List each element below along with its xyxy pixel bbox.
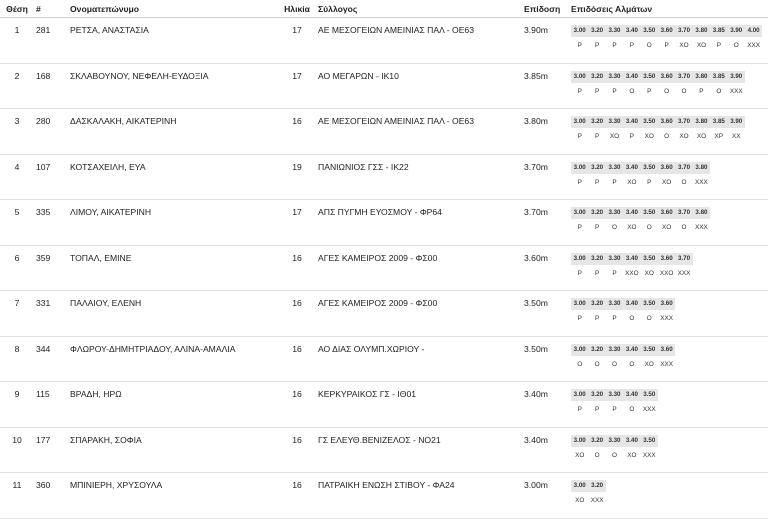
- attempt-result: XXX: [642, 406, 656, 413]
- attempt-result: O: [681, 224, 687, 231]
- cell-pos: 3: [0, 109, 34, 155]
- attempt-height: 3.70: [675, 207, 692, 219]
- attempts-grid: [571, 344, 675, 371]
- attempt-height: 3.70: [675, 116, 692, 128]
- attempt-height: 3.40: [623, 253, 640, 265]
- cell-attempts: [568, 427, 768, 473]
- attempt-height: 3.20: [588, 435, 605, 447]
- attempt-result: XXX: [677, 269, 691, 277]
- cell-age: 16: [278, 245, 316, 291]
- cell-bib: 280: [34, 109, 66, 155]
- cell-pos: 5: [0, 200, 34, 246]
- attempt-height: 3.50: [641, 298, 658, 310]
- cell-bib: 344: [34, 336, 66, 382]
- table-row: [0, 427, 768, 473]
- attempt-height: 3.00: [571, 25, 588, 37]
- cell-bib: 281: [34, 18, 66, 64]
- attempt-result: O: [716, 87, 722, 95]
- attempt-result: O: [646, 315, 652, 322]
- cell-club: ΑΟ ΜΕΓΑΡΩΝ - ΙΚ10: [316, 63, 522, 109]
- attempt-result: P: [577, 87, 582, 95]
- cell-pos: 7: [0, 291, 34, 337]
- attempt-height: 3.85: [710, 71, 727, 83]
- attempt-result: O: [646, 42, 652, 49]
- cell-age: 17: [278, 18, 316, 64]
- attempt-result: XXX: [747, 42, 760, 49]
- cell-perf: 3.85m: [522, 63, 568, 109]
- table-row: [0, 245, 768, 291]
- attempt-heights-row: [571, 162, 710, 174]
- cell-perf: 3.40m: [522, 382, 568, 428]
- cell-club: ΚΕΡΚΥΡΑΙΚΟΣ ΓΣ - ΙΘ01: [316, 382, 522, 428]
- attempt-result: O: [611, 360, 617, 368]
- cell-pos: 6: [0, 245, 34, 291]
- cell-attempts: [568, 382, 768, 428]
- attempt-height: 3.60: [658, 116, 675, 128]
- table-body: [0, 18, 768, 519]
- attempt-height: 3.90: [728, 25, 745, 37]
- attempt-result: O: [594, 451, 600, 459]
- attempt-result: O: [611, 224, 617, 231]
- attempt-result: XXO: [625, 269, 639, 277]
- cell-bib: 107: [34, 154, 66, 200]
- cell-club: ΑΕ ΜΕΣΟΓΕΙΩΝ ΑΜΕΙΝΙΑΣ ΠΑΛ - ΟΕ63: [316, 109, 522, 155]
- cell-perf: 3.70m: [522, 200, 568, 246]
- cell-perf: 3.60m: [522, 245, 568, 291]
- cell-age: 16: [278, 336, 316, 382]
- attempts-grid: [571, 207, 710, 234]
- attempt-height: 3.90: [728, 71, 745, 83]
- cell-name: ΠΑΛΑΙΟΥ, ΕΛΕΝΗ: [66, 291, 278, 337]
- attempt-results-row: [571, 265, 693, 280]
- attempts-grid: [571, 116, 745, 143]
- attempts-grid: [571, 298, 675, 325]
- attempt-result: P: [629, 42, 634, 49]
- attempt-result: O: [733, 42, 739, 49]
- attempt-result: XXX: [642, 451, 656, 459]
- attempt-height: 3.40: [623, 298, 640, 310]
- attempt-results-row: [571, 401, 658, 416]
- attempt-results-row: [571, 219, 710, 234]
- attempt-height: 3.20: [588, 389, 605, 401]
- attempt-result: P: [612, 42, 617, 49]
- attempt-height: 3.20: [588, 71, 605, 83]
- attempts-grid: [571, 162, 710, 189]
- cell-name: ΔΑΣΚΑΛΑΚΗ, ΑΙΚΑΤΕΡΙΝΗ: [66, 109, 278, 155]
- attempt-result: O: [629, 87, 635, 95]
- attempt-height: 3.85: [710, 25, 727, 37]
- cell-age: 19: [278, 154, 316, 200]
- cell-pos: 2: [0, 63, 34, 109]
- attempt-result: P: [594, 178, 600, 186]
- cell-bib: 359: [34, 245, 66, 291]
- attempt-height: 3.50: [641, 207, 658, 219]
- attempt-result: P: [594, 406, 600, 413]
- attempt-result: O: [594, 360, 600, 368]
- attempt-height: 3.60: [658, 71, 675, 83]
- attempt-height: 3.30: [606, 435, 623, 447]
- attempt-result: O: [611, 451, 617, 459]
- attempt-height: 3.30: [606, 25, 623, 37]
- attempt-height: 3.50: [641, 344, 658, 356]
- attempt-result: O: [681, 87, 687, 95]
- cell-perf: 3.50m: [522, 336, 568, 382]
- attempt-results-row: [571, 310, 675, 325]
- attempt-height: 3.00: [571, 71, 588, 83]
- attempt-result: XXX: [695, 178, 708, 186]
- cell-age: 17: [278, 63, 316, 109]
- attempt-result: XO: [662, 224, 672, 231]
- attempt-height: 3.50: [641, 71, 658, 83]
- attempt-height: 3.40: [623, 116, 640, 128]
- attempt-height: 3.80: [693, 116, 710, 128]
- attempt-result: P: [594, 269, 600, 277]
- attempt-result: P: [612, 178, 617, 186]
- attempt-height: 3.40: [623, 389, 640, 401]
- attempt-results-row: [571, 174, 710, 189]
- cell-name: ΣΚΛΑΒΟΥΝΟΥ, ΝΕΦΕΛΗ-ΕΥΔΟΞΙΑ: [66, 63, 278, 109]
- cell-club: ΠΑΤΡΑΙΚΗ ΕΝΩΣΗ ΣΤΙΒΟΥ - ΦΑ24: [316, 473, 522, 519]
- attempt-result: P: [594, 87, 600, 95]
- attempt-height: 3.90: [728, 116, 745, 128]
- cell-bib: 331: [34, 291, 66, 337]
- attempt-result: XXX: [729, 87, 743, 95]
- attempt-result: XO: [679, 42, 689, 49]
- cell-bib: 335: [34, 200, 66, 246]
- attempt-height: 3.50: [641, 162, 658, 174]
- attempt-height: 3.30: [606, 344, 623, 356]
- attempt-result: P: [629, 133, 634, 140]
- attempt-height: 3.30: [606, 253, 623, 265]
- attempt-result: XO: [644, 360, 654, 368]
- attempt-height: 3.20: [588, 344, 605, 356]
- cell-club: ΑΓΕΣ ΚΑΜΕΙΡΟΣ 2009 - ΦΣ00: [316, 291, 522, 337]
- attempt-height: 3.40: [623, 207, 640, 219]
- attempt-result: P: [612, 315, 617, 322]
- cell-name: ΣΠΑΡΑΚΗ, ΣΟΦΙΑ: [66, 427, 278, 473]
- attempt-height: 4.00: [745, 25, 762, 37]
- attempt-height: 3.00: [571, 344, 588, 356]
- attempt-result: P: [612, 87, 617, 95]
- table-row: [0, 336, 768, 382]
- attempt-heights-row: [571, 298, 675, 310]
- attempt-height: 3.00: [571, 298, 588, 310]
- attempt-heights-row: [571, 116, 745, 128]
- attempt-height: 3.60: [658, 162, 675, 174]
- cell-bib: 177: [34, 427, 66, 473]
- attempt-height: 3.40: [623, 25, 640, 37]
- attempt-height: 3.80: [693, 71, 710, 83]
- attempt-result: XXX: [695, 224, 708, 231]
- attempt-result: P: [594, 315, 600, 322]
- attempt-height: 3.60: [658, 298, 675, 310]
- cell-bib: 115: [34, 382, 66, 428]
- header-bib[interactable]: #: [34, 0, 66, 18]
- attempt-result: P: [647, 178, 652, 186]
- header-attempts: Επιδόσεις Αλμάτων: [568, 0, 768, 18]
- attempt-result: XO: [696, 133, 707, 140]
- attempt-height: 3.20: [588, 25, 605, 37]
- cell-pos: 10: [0, 427, 34, 473]
- header-perf[interactable]: Επίδοση: [522, 0, 568, 18]
- attempt-height: 3.70: [675, 162, 692, 174]
- table-row: [0, 18, 768, 64]
- cell-name: ΜΠΙΝΙΕΡΗ, ΧΡΥΣΟΥΛΑ: [66, 473, 278, 519]
- cell-name: ΤΟΠΑΛ, ΕΜΙΝΕ: [66, 245, 278, 291]
- attempt-height: 3.40: [623, 435, 640, 447]
- table-row: [0, 473, 768, 519]
- attempt-results-row: [571, 447, 658, 462]
- cell-attempts: [568, 154, 768, 200]
- attempt-height: 3.00: [571, 116, 588, 128]
- attempts-grid: [571, 253, 693, 280]
- attempt-height: 3.30: [606, 389, 623, 401]
- attempt-result: O: [577, 360, 583, 368]
- cell-bib: 168: [34, 63, 66, 109]
- cell-club: ΑΟ ΔΙΑΣ ΟΛΥΜΠ.ΧΩΡΙΟΥ -: [316, 336, 522, 382]
- attempt-height: 3.20: [588, 207, 605, 219]
- cell-pos: 9: [0, 382, 34, 428]
- table-row: [0, 291, 768, 337]
- table-row: [0, 154, 768, 200]
- cell-perf: 3.80m: [522, 109, 568, 155]
- attempt-heights-row: [571, 253, 693, 265]
- attempt-results-row: [571, 37, 762, 52]
- attempt-height: 3.00: [571, 253, 588, 265]
- cell-club: ΑΕ ΜΕΣΟΓΕΙΩΝ ΑΜΕΙΝΙΑΣ ΠΑΛ - ΟΕ63: [316, 18, 522, 64]
- table-header-row: [0, 0, 768, 18]
- attempt-result: P: [577, 224, 582, 231]
- attempt-height: 3.50: [641, 253, 658, 265]
- attempt-result: XO: [679, 133, 689, 140]
- cell-age: 16: [278, 427, 316, 473]
- attempt-result: P: [612, 406, 617, 413]
- attempt-height: 3.80: [693, 25, 710, 37]
- attempt-result: O: [646, 224, 652, 231]
- attempt-result: O: [664, 87, 670, 95]
- attempt-result: XO: [575, 451, 585, 459]
- attempt-height: 3.40: [623, 71, 640, 83]
- attempts-grid: [571, 389, 658, 416]
- attempt-height: 3.50: [641, 389, 658, 401]
- attempt-result: P: [594, 133, 600, 140]
- attempt-height: 3.80: [693, 162, 710, 174]
- attempt-result: XXO: [659, 269, 674, 277]
- attempt-result: P: [716, 42, 721, 49]
- attempt-height: 3.30: [606, 298, 623, 310]
- attempt-height: 3.70: [675, 253, 692, 265]
- attempt-height: 3.50: [641, 116, 658, 128]
- attempt-result: XP: [714, 133, 724, 140]
- attempts-grid: [571, 71, 745, 98]
- attempt-result: P: [647, 87, 652, 95]
- attempt-height: 3.30: [606, 207, 623, 219]
- attempt-height: 3.60: [658, 253, 675, 265]
- attempt-result: XO: [644, 269, 654, 277]
- attempt-height: 3.50: [641, 25, 658, 37]
- table-row: [0, 109, 768, 155]
- attempt-result: O: [629, 406, 635, 413]
- attempt-results-row: [571, 128, 745, 143]
- header-name[interactable]: Ονοματεπώνυμο: [66, 0, 278, 18]
- attempt-result: P: [577, 42, 582, 49]
- cell-attempts: [568, 200, 768, 246]
- attempt-heights-row: [571, 389, 658, 401]
- cell-pos: 1: [0, 18, 34, 64]
- attempt-result: P: [577, 178, 582, 186]
- attempt-heights-row: [571, 435, 658, 447]
- attempt-result: XO: [644, 133, 654, 140]
- attempts-grid: [571, 25, 762, 52]
- cell-attempts: [568, 291, 768, 337]
- attempt-height: 3.20: [588, 298, 605, 310]
- attempt-heights-row: [571, 207, 710, 219]
- table-row: [0, 200, 768, 246]
- attempt-results-row: [571, 356, 675, 371]
- attempt-result: P: [577, 406, 582, 413]
- cell-club: ΑΠΣ ΠΥΓΜΗ ΕΥΟΣΜΟΥ - ΦΡ64: [316, 200, 522, 246]
- attempt-result: O: [629, 315, 635, 322]
- cell-age: 16: [278, 382, 316, 428]
- attempt-height: 3.30: [606, 116, 623, 128]
- attempt-result: XO: [696, 42, 707, 49]
- attempt-result: XO: [609, 133, 620, 140]
- cell-name: ΚΟΤΣΑΧΕΙΛΗ, ΕΥΑ: [66, 154, 278, 200]
- attempt-height: 3.20: [588, 162, 605, 174]
- attempt-height: 3.70: [675, 25, 692, 37]
- attempt-result: XXX: [660, 315, 674, 322]
- attempt-heights-row: [571, 480, 606, 492]
- attempt-result: P: [664, 42, 669, 49]
- attempt-height: 3.80: [693, 207, 710, 219]
- table-row: [0, 382, 768, 428]
- attempt-height: 3.40: [623, 162, 640, 174]
- attempt-result: P: [577, 269, 582, 277]
- attempt-height: 3.40: [623, 344, 640, 356]
- cell-name: ΦΛΩΡΟΥ-ΔΗΜΗΤΡΙΑΔΟΥ, ΑΛΙΝΑ-ΑΜΑΛΙΑ: [66, 336, 278, 382]
- attempt-height: 3.85: [710, 116, 727, 128]
- attempt-result: XO: [627, 178, 637, 186]
- attempt-height: 3.30: [606, 71, 623, 83]
- cell-attempts: [568, 336, 768, 382]
- attempt-result: P: [577, 133, 582, 140]
- cell-attempts: [568, 109, 768, 155]
- attempt-height: 3.00: [571, 162, 588, 174]
- attempt-result: P: [577, 315, 582, 322]
- cell-club: ΠΑΝΙΩΝΙΟΣ ΓΣΣ - ΙΚ22: [316, 154, 522, 200]
- attempt-result: XO: [662, 178, 672, 186]
- cell-age: 16: [278, 109, 316, 155]
- cell-attempts: [568, 473, 768, 519]
- attempt-result: XX: [731, 133, 741, 140]
- cell-attempts: [568, 63, 768, 109]
- attempt-height: 3.50: [641, 435, 658, 447]
- cell-club: ΓΣ ΕΛΕΥΘ.ΒΕΝΙΖΕΛΟΣ - ΝΟ21: [316, 427, 522, 473]
- cell-pos: 8: [0, 336, 34, 382]
- attempt-result: XO: [627, 224, 637, 231]
- cell-name: ΒΡΑΔΗ, ΗΡΩ: [66, 382, 278, 428]
- cell-attempts: [568, 18, 768, 64]
- attempt-result: XXX: [660, 360, 674, 368]
- attempt-heights-row: [571, 25, 762, 37]
- attempt-result: O: [681, 178, 687, 186]
- cell-club: ΑΓΕΣ ΚΑΜΕΙΡΟΣ 2009 - ΦΣ00: [316, 245, 522, 291]
- attempt-result: P: [594, 224, 600, 231]
- attempt-height: 3.20: [588, 116, 605, 128]
- attempt-height: 3.20: [588, 480, 605, 492]
- cell-perf: 3.50m: [522, 291, 568, 337]
- cell-perf: 3.00m: [522, 473, 568, 519]
- cell-age: 16: [278, 473, 316, 519]
- cell-perf: 3.90m: [522, 18, 568, 64]
- attempt-result: P: [594, 42, 600, 49]
- attempt-result: XXX: [590, 497, 604, 504]
- cell-pos: 11: [0, 473, 34, 519]
- cell-pos: 4: [0, 154, 34, 200]
- attempt-result: XO: [627, 451, 637, 459]
- attempt-results-row: [571, 83, 745, 98]
- attempt-result: P: [699, 87, 704, 95]
- attempt-height: 3.00: [571, 435, 588, 447]
- attempts-grid: [571, 480, 606, 507]
- attempt-result: O: [629, 360, 635, 368]
- attempt-height: 3.00: [571, 389, 588, 401]
- attempt-result: P: [612, 269, 617, 277]
- attempt-height: 3.70: [675, 71, 692, 83]
- attempt-result: O: [664, 133, 670, 140]
- table-row: [0, 63, 768, 109]
- attempt-heights-row: [571, 344, 675, 356]
- cell-perf: 3.40m: [522, 427, 568, 473]
- cell-age: 16: [278, 291, 316, 337]
- attempt-height: 3.60: [658, 344, 675, 356]
- header-club[interactable]: Σύλλογος: [316, 0, 522, 18]
- attempt-height: 3.00: [571, 480, 588, 492]
- attempt-height: 3.00: [571, 207, 588, 219]
- attempt-height: 3.20: [588, 253, 605, 265]
- attempt-height: 3.60: [658, 25, 675, 37]
- attempt-height: 3.30: [606, 162, 623, 174]
- header-pos[interactable]: Θέση: [0, 0, 34, 18]
- attempt-result: XO: [575, 497, 585, 504]
- attempt-height: 3.60: [658, 207, 675, 219]
- cell-name: ΡΕΤΣΑ, ΑΝΑΣΤΑΣΙΑ: [66, 18, 278, 64]
- cell-attempts: [568, 245, 768, 291]
- cell-perf: 3.70m: [522, 154, 568, 200]
- attempt-results-row: [571, 492, 606, 507]
- cell-name: ΛΙΜΟΥ, ΑΙΚΑΤΕΡΙΝΗ: [66, 200, 278, 246]
- cell-age: 17: [278, 200, 316, 246]
- cell-bib: 360: [34, 473, 66, 519]
- header-age[interactable]: Ηλικία: [278, 0, 316, 18]
- attempt-heights-row: [571, 71, 745, 83]
